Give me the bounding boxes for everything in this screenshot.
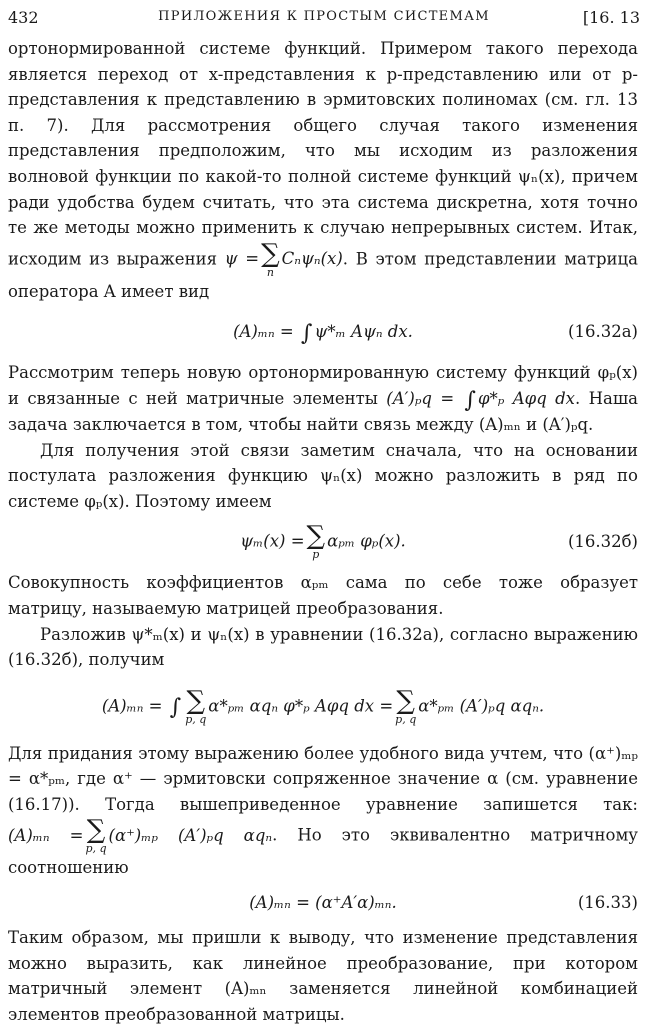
- paragraph-6-text-b: . Но это эквивалентно матричному соотношению: [8, 825, 638, 878]
- equation-unnumbered-expansion: [8, 673, 638, 741]
- eq-a-rhs: ψ*ₘ Aψₙ dx.: [314, 322, 413, 342]
- equation-16-32a: [8, 304, 638, 360]
- running-title: ПРИЛОЖЕНИЯ К ПРОСТЫМ СИСТЕМАМ: [158, 9, 490, 24]
- sum-sign: ∑: [261, 238, 280, 269]
- sum-operator: [261, 238, 280, 279]
- equation-16-33-body: (A)ₘₙ = (α⁺A′α)ₘₙ.: [249, 893, 397, 913]
- sum-limit: p: [312, 548, 320, 562]
- eq-b-lhs: ψₘ(x) =: [240, 531, 305, 551]
- paragraph-1-text-a: ортонормированной системе функций. Примером такого перехода является переход от x-представления к p-представлению или от p-представления к представлению в эрмитовских полиномах (см. гл. 13 п. 7). Для рассмотрения общего случая такого изменения представления предположим, что мы исходим из разложения волновой функции по какой-то полной системе функций ψₙ(x), причем ради удобства будем считать, что эта система дискретна, хотя точно те же методы можно применить к случаю непрерывных систем. Итак, исходим из выражения: [8, 39, 638, 269]
- equation-16-32a-body: [8, 319, 638, 345]
- paragraph-6: [8, 741, 638, 881]
- page-header: [8, 8, 640, 30]
- paragraph-3: Для получения этой связи заметим сначала, что на основании постулата разложения функцию ψₙ(x) можно разложить в ряд по системе φₚ(x). Поэтому имеем: [8, 440, 638, 511]
- inline-matrix-element: [386, 387, 575, 413]
- inline-psi-expansion: [224, 238, 343, 279]
- page-number: 432: [8, 8, 39, 27]
- eq-c-lhs: (A)ₘₙ =: [101, 696, 163, 716]
- page-body: [8, 36, 638, 1027]
- eq-c-rhs: α*ₚₘ (A′)ₚq αqₙ.: [418, 696, 545, 716]
- mat-rhs: φ*ₚ Aφq dx: [477, 388, 575, 408]
- eq-b-rhs: αₚₘ φₚ(x).: [327, 531, 406, 551]
- sum-sign: ∑: [86, 815, 106, 846]
- sum-limit: n: [266, 265, 274, 279]
- integral-sign: ∫: [169, 695, 182, 721]
- paragraph-5: Разложив ψ*ₘ(x) и ψₙ(x) в уравнении (16.32а), согласно выражению (16.32б), получим: [8, 624, 638, 670]
- equation-number-16-32a: (16.32a): [568, 322, 638, 342]
- paragraph-4: Совокупность коэффициентов αₚₘ сама по себе тоже образует матрицу, называемую матрицей преобразования.: [8, 573, 638, 618]
- inl-lhs: (A)ₘₙ =: [8, 825, 84, 845]
- paragraph-1-text-b: . В этом представлении матрица оператора A имеет вид: [8, 249, 638, 301]
- paragraph-2-text-b: . Наша задача заключается в том, чтобы найти связь между (A)ₘₙ и (A′)ₚq.: [8, 388, 638, 434]
- psi-lhs: ψ =: [224, 249, 260, 269]
- eq-a-lhs: (A)ₘₙ =: [233, 322, 294, 342]
- section-reference: [16. 13: [582, 8, 640, 27]
- integral-sign: ∫: [301, 321, 313, 347]
- paragraph-2-text-a: Рассмотрим теперь новую ортонормированную систему функций φₚ(x) и связанные с ней матричные элементы: [8, 363, 638, 408]
- sum-operator: [307, 523, 326, 561]
- mat-lhs: (A′)ₚq =: [386, 388, 455, 408]
- equation-16-32b: [8, 514, 638, 570]
- sum-sign: ∑: [396, 685, 415, 716]
- sum-limit: p, q: [85, 842, 107, 856]
- sum-sign: ∑: [306, 521, 326, 552]
- sum-operator: [395, 685, 417, 726]
- sum-operator: [85, 817, 106, 855]
- psi-rhs: Cₙψₙ(x): [281, 249, 343, 269]
- paragraph-7: Таким образом, мы пришли к выводу, что изменение представления можно выразить, как линейное преобразование, при котором матричный элемент (A)ₘₙ заменяется линейной комбинацией элементов преобразованной матрицы.: [8, 928, 638, 1024]
- equation-16-33: [8, 881, 638, 925]
- equation-expansion-body: [8, 685, 638, 726]
- eq-c-mid: α*ₚₘ αqₙ φ*ₚ Aφq dx =: [208, 696, 394, 716]
- equation-number-16-33: (16.33): [577, 893, 638, 913]
- sum-sign: ∑: [186, 685, 206, 716]
- equation-number-16-32b: (16.32б): [567, 532, 638, 552]
- equation-16-32b-body: [8, 523, 638, 561]
- sum-limit: p, q: [185, 712, 207, 726]
- inl-rhs: (α⁺)ₘₚ (A′)ₚq αqₙ: [108, 825, 273, 845]
- paragraph-2: [8, 360, 638, 437]
- sum-operator: [185, 685, 207, 726]
- integral-sign: ∫: [464, 387, 476, 413]
- paragraph-6-text-a: Для придания этому выражению более удобного вида учтем, что (α⁺)ₘₚ = α*ₚₘ, где α⁺ — эрмитовски сопряженное значение α (см. уравнение (16.17)). Тогда вышеприведенное уравнение запишется так:: [8, 743, 638, 814]
- paragraph-1: [8, 36, 638, 304]
- sum-limit: p, q: [395, 712, 417, 726]
- inline-hermitian-form: [8, 815, 273, 856]
